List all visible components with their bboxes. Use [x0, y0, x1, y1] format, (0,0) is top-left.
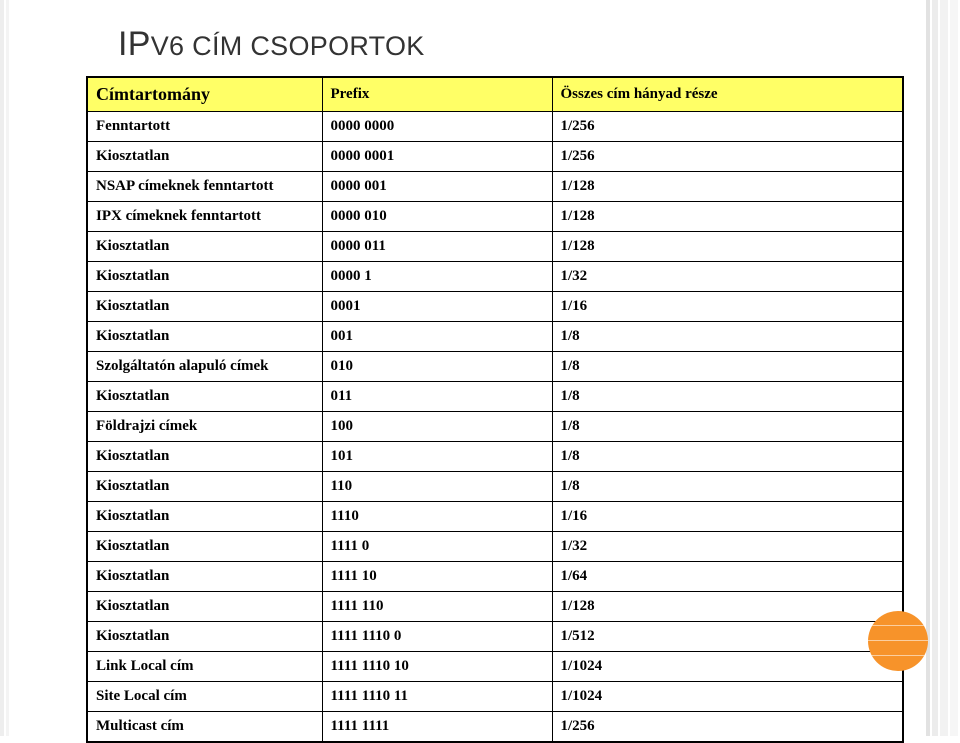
cell-prefix: 0000 010 [322, 202, 552, 232]
table-row [87, 562, 903, 592]
cell-range: NSAP címeknek fenntartott [87, 172, 322, 202]
column-header-range: Címtartomány [87, 77, 322, 112]
right-stripe [940, 0, 948, 736]
table-row [87, 382, 903, 412]
slide-title-rest: V6 CÍM CSOPORTOK [150, 31, 425, 61]
table-row [87, 502, 903, 532]
cell-range: Kiosztatlan [87, 502, 322, 532]
table-row [87, 622, 903, 652]
cell-range: Kiosztatlan [87, 592, 322, 622]
cell-prefix: 101 [322, 442, 552, 472]
cell-prefix: 0000 0001 [322, 142, 552, 172]
cell-fraction: 1/8 [552, 472, 903, 502]
table-row [87, 232, 903, 262]
cell-fraction: 1/1024 [552, 652, 903, 682]
cell-fraction: 1/8 [552, 382, 903, 412]
column-header-fraction: Összes cím hányad része [552, 77, 903, 112]
cell-prefix: 1111 1110 11 [322, 682, 552, 712]
circle-line [868, 655, 928, 656]
table-body [87, 112, 903, 743]
cell-fraction: 1/128 [552, 202, 903, 232]
table-row [87, 352, 903, 382]
cell-fraction: 1/128 [552, 172, 903, 202]
table-row [87, 712, 903, 743]
cell-range: Multicast cím [87, 712, 322, 743]
cell-range: Kiosztatlan [87, 532, 322, 562]
cell-prefix: 1111 1111 [322, 712, 552, 743]
cell-range: Link Local cím [87, 652, 322, 682]
cell-prefix: 001 [322, 322, 552, 352]
cell-fraction: 1/512 [552, 622, 903, 652]
right-stripe [932, 0, 938, 736]
cell-prefix: 1111 110 [322, 592, 552, 622]
cell-prefix: 0000 1 [322, 262, 552, 292]
cell-range: Kiosztatlan [87, 442, 322, 472]
cell-prefix: 1111 1110 10 [322, 652, 552, 682]
cell-fraction: 1/8 [552, 442, 903, 472]
cell-fraction: 1/128 [552, 232, 903, 262]
cell-prefix: 110 [322, 472, 552, 502]
table-row [87, 322, 903, 352]
cell-range: Szolgáltatón alapuló címek [87, 352, 322, 382]
cell-fraction: 1/16 [552, 502, 903, 532]
table-row [87, 292, 903, 322]
cell-range: Kiosztatlan [87, 382, 322, 412]
table-row [87, 412, 903, 442]
column-header-prefix: Prefix [322, 77, 552, 112]
cell-fraction: 1/8 [552, 412, 903, 442]
circle-line [868, 640, 928, 641]
cell-prefix: 100 [322, 412, 552, 442]
cell-range: IPX címeknek fenntartott [87, 202, 322, 232]
cell-range: Kiosztatlan [87, 232, 322, 262]
table-row [87, 142, 903, 172]
table-row [87, 172, 903, 202]
cell-range: Kiosztatlan [87, 262, 322, 292]
table-row [87, 652, 903, 682]
cell-range: Fenntartott [87, 112, 322, 142]
cell-prefix: 011 [322, 382, 552, 412]
left-stripe [6, 0, 9, 736]
cell-fraction: 1/8 [552, 322, 903, 352]
cell-prefix: 1111 10 [322, 562, 552, 592]
cell-fraction: 1/64 [552, 562, 903, 592]
cell-range: Kiosztatlan [87, 322, 322, 352]
left-stripe [0, 0, 4, 736]
table-header-row [87, 77, 903, 112]
cell-range: Kiosztatlan [87, 622, 322, 652]
table-row [87, 532, 903, 562]
cell-fraction: 1/128 [552, 592, 903, 622]
decorative-orange-circle [868, 611, 928, 671]
cell-range: Kiosztatlan [87, 472, 322, 502]
table-row [87, 202, 903, 232]
cell-range: Földrajzi címek [87, 412, 322, 442]
cell-prefix: 0000 001 [322, 172, 552, 202]
right-stripe [950, 0, 958, 736]
cell-fraction: 1/256 [552, 712, 903, 743]
cell-fraction: 1/8 [552, 352, 903, 382]
cell-fraction: 1/32 [552, 262, 903, 292]
slide-title [118, 22, 425, 68]
cell-fraction: 1/32 [552, 532, 903, 562]
table-row [87, 442, 903, 472]
cell-prefix: 0000 011 [322, 232, 552, 262]
table-row [87, 262, 903, 292]
cell-prefix: 1111 0 [322, 532, 552, 562]
cell-prefix: 0001 [322, 292, 552, 322]
cell-fraction: 1/256 [552, 112, 903, 142]
cell-fraction: 1/256 [552, 142, 903, 172]
cell-range: Kiosztatlan [87, 292, 322, 322]
cell-prefix: 1110 [322, 502, 552, 532]
cell-prefix: 010 [322, 352, 552, 382]
table-row [87, 592, 903, 622]
table-row [87, 682, 903, 712]
cell-prefix: 0000 0000 [322, 112, 552, 142]
circle-line [868, 625, 928, 626]
ipv6-prefix-table [86, 76, 904, 743]
cell-range: Site Local cím [87, 682, 322, 712]
cell-range: Kiosztatlan [87, 562, 322, 592]
cell-fraction: 1/16 [552, 292, 903, 322]
cell-prefix: 1111 1110 0 [322, 622, 552, 652]
slide-title-lead: IP [118, 25, 151, 63]
table-row [87, 112, 903, 142]
left-decor-stripes [0, 0, 10, 736]
cell-range: Kiosztatlan [87, 142, 322, 172]
table-row [87, 472, 903, 502]
cell-fraction: 1/1024 [552, 682, 903, 712]
